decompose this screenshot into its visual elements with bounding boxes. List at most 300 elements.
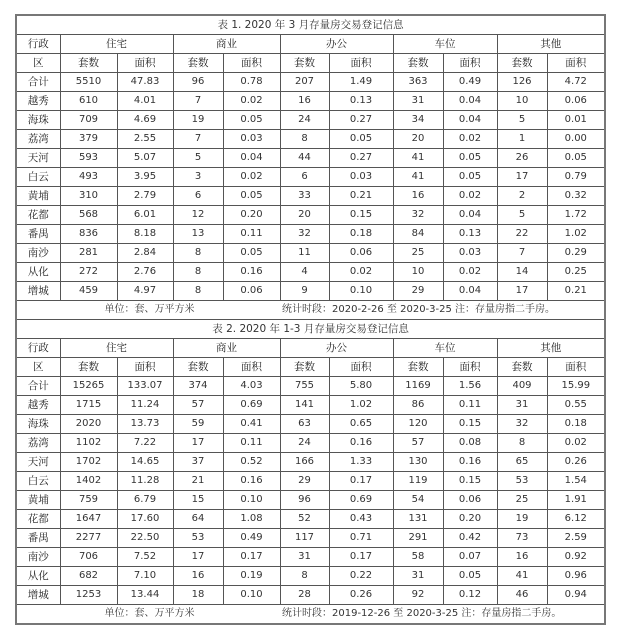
value-cell: 0.94 <box>547 586 605 605</box>
value-cell: 0.00 <box>547 130 605 149</box>
value-cell: 310 <box>60 187 117 206</box>
value-cell: 63 <box>280 415 329 434</box>
table-row <box>16 453 605 472</box>
table-row <box>16 187 605 206</box>
group-header: 商业 <box>173 339 280 358</box>
sub-header: 套数 <box>280 358 329 377</box>
sub-header: 套数 <box>60 54 117 73</box>
value-cell: 0.10 <box>223 491 280 510</box>
value-cell: 0.05 <box>223 244 280 263</box>
value-cell: 15.99 <box>547 377 605 396</box>
value-cell: 0.05 <box>443 168 497 187</box>
value-cell: 593 <box>60 149 117 168</box>
value-cell: 64 <box>173 510 223 529</box>
sub-header: 面积 <box>117 358 173 377</box>
value-cell: 2.84 <box>117 244 173 263</box>
value-cell: 0.13 <box>329 92 393 111</box>
value-cell: 0.06 <box>329 244 393 263</box>
value-cell: 0.17 <box>329 548 393 567</box>
value-cell: 17 <box>497 282 547 301</box>
value-cell: 0.04 <box>443 282 497 301</box>
value-cell: 0.71 <box>329 529 393 548</box>
district-cell: 从化 <box>16 263 60 282</box>
district-cell: 白云 <box>16 472 60 491</box>
value-cell: 17 <box>173 548 223 567</box>
value-cell: 31 <box>393 567 443 586</box>
value-cell: 0.69 <box>329 491 393 510</box>
value-cell: 1.72 <box>547 206 605 225</box>
header-row-sub <box>16 358 605 377</box>
district-cell: 越秀 <box>16 396 60 415</box>
value-cell: 7 <box>173 92 223 111</box>
value-cell: 0.49 <box>223 529 280 548</box>
district-cell: 南沙 <box>16 548 60 567</box>
value-cell: 0.27 <box>329 149 393 168</box>
value-cell: 0.69 <box>223 396 280 415</box>
value-cell: 0.13 <box>443 225 497 244</box>
district-cell: 番禺 <box>16 225 60 244</box>
value-cell: 13 <box>173 225 223 244</box>
value-cell: 6.01 <box>117 206 173 225</box>
sub-header: 套数 <box>393 54 443 73</box>
value-cell: 0.26 <box>329 586 393 605</box>
district-cell: 南沙 <box>16 244 60 263</box>
value-cell: 119 <box>393 472 443 491</box>
value-cell: 16 <box>393 187 443 206</box>
value-cell: 86 <box>393 396 443 415</box>
value-cell: 5510 <box>60 73 117 92</box>
value-cell: 22.50 <box>117 529 173 548</box>
value-cell: 0.41 <box>223 415 280 434</box>
value-cell: 0.03 <box>443 244 497 263</box>
value-cell: 0.01 <box>547 111 605 130</box>
value-cell: 8 <box>173 282 223 301</box>
value-cell: 10 <box>497 92 547 111</box>
district-cell: 番禺 <box>16 529 60 548</box>
value-cell: 0.17 <box>329 472 393 491</box>
value-cell: 11.28 <box>117 472 173 491</box>
value-cell: 374 <box>173 377 223 396</box>
value-cell: 8 <box>497 434 547 453</box>
value-cell: 31 <box>393 92 443 111</box>
sub-header: 面积 <box>223 54 280 73</box>
value-cell: 19 <box>173 111 223 130</box>
value-cell: 73 <box>497 529 547 548</box>
table-row <box>16 282 605 301</box>
value-cell: 0.20 <box>443 510 497 529</box>
value-cell: 1.02 <box>547 225 605 244</box>
group-header: 车位 <box>393 35 497 54</box>
value-cell: 0.04 <box>443 206 497 225</box>
value-cell: 0.18 <box>329 225 393 244</box>
table-row <box>16 206 605 225</box>
value-cell: 21 <box>173 472 223 491</box>
value-cell: 0.25 <box>547 263 605 282</box>
value-cell: 5 <box>497 206 547 225</box>
table-row <box>16 491 605 510</box>
value-cell: 32 <box>393 206 443 225</box>
sub-header: 面积 <box>547 54 605 73</box>
district-cell: 越秀 <box>16 92 60 111</box>
value-cell: 7.22 <box>117 434 173 453</box>
value-cell: 1.02 <box>329 396 393 415</box>
value-cell: 16 <box>497 548 547 567</box>
table-footer <box>16 301 605 320</box>
value-cell: 92 <box>393 586 443 605</box>
value-cell: 32 <box>497 415 547 434</box>
value-cell: 0.02 <box>443 263 497 282</box>
sub-header: 套数 <box>393 358 443 377</box>
district-cell: 从化 <box>16 567 60 586</box>
value-cell: 7 <box>497 244 547 263</box>
group-header: 办公 <box>280 35 393 54</box>
value-cell: 0.08 <box>443 434 497 453</box>
value-cell: 54 <box>393 491 443 510</box>
value-cell: 32 <box>280 225 329 244</box>
table-row <box>16 225 605 244</box>
table-row <box>16 149 605 168</box>
value-cell: 15265 <box>60 377 117 396</box>
district-cell: 天河 <box>16 453 60 472</box>
table-row <box>16 529 605 548</box>
value-cell: 5.07 <box>117 149 173 168</box>
value-cell: 1.91 <box>547 491 605 510</box>
value-cell: 53 <box>173 529 223 548</box>
value-cell: 0.15 <box>443 415 497 434</box>
value-cell: 379 <box>60 130 117 149</box>
district-cell: 黄埔 <box>16 491 60 510</box>
district-cell: 天河 <box>16 149 60 168</box>
table-row <box>16 396 605 415</box>
value-cell: 0.03 <box>329 168 393 187</box>
value-cell: 29 <box>280 472 329 491</box>
value-cell: 117 <box>280 529 329 548</box>
table2-title: 表 2. 2020 年 1-3 月存量房交易登记信息 <box>16 320 605 339</box>
value-cell: 57 <box>393 434 443 453</box>
sub-header: 套数 <box>173 358 223 377</box>
value-cell: 130 <box>393 453 443 472</box>
value-cell: 13.44 <box>117 586 173 605</box>
value-cell: 0.05 <box>443 149 497 168</box>
value-cell: 1402 <box>60 472 117 491</box>
value-cell: 6 <box>173 187 223 206</box>
value-cell: 17.60 <box>117 510 173 529</box>
sub-header: 面积 <box>329 54 393 73</box>
table-row <box>16 73 605 92</box>
value-cell: 41 <box>393 168 443 187</box>
value-cell: 363 <box>393 73 443 92</box>
group-header: 车位 <box>393 339 497 358</box>
group-header: 办公 <box>280 339 393 358</box>
value-cell: 17 <box>173 434 223 453</box>
value-cell: 0.11 <box>223 225 280 244</box>
value-cell: 5.80 <box>329 377 393 396</box>
value-cell: 34 <box>393 111 443 130</box>
table-footer <box>16 605 605 625</box>
value-cell: 120 <box>393 415 443 434</box>
table-footer-row <box>16 301 605 320</box>
table-row <box>16 244 605 263</box>
value-cell: 0.20 <box>223 206 280 225</box>
value-cell: 7 <box>173 130 223 149</box>
value-cell: 0.03 <box>223 130 280 149</box>
value-cell: 0.19 <box>223 567 280 586</box>
value-cell: 493 <box>60 168 117 187</box>
value-cell: 0.10 <box>223 586 280 605</box>
value-cell: 0.43 <box>329 510 393 529</box>
unit-note: 单位：套、万平方米 <box>104 304 195 315</box>
value-cell: 6.79 <box>117 491 173 510</box>
value-cell: 2 <box>497 187 547 206</box>
value-cell: 709 <box>60 111 117 130</box>
value-cell: 0.49 <box>443 73 497 92</box>
value-cell: 281 <box>60 244 117 263</box>
value-cell: 5 <box>497 111 547 130</box>
value-cell: 4.97 <box>117 282 173 301</box>
value-cell: 1 <box>497 130 547 149</box>
table-row <box>16 168 605 187</box>
header-row-groups <box>16 35 605 54</box>
value-cell: 2.59 <box>547 529 605 548</box>
sub-header: 面积 <box>223 358 280 377</box>
value-cell: 0.06 <box>547 92 605 111</box>
sub-header: 面积 <box>443 54 497 73</box>
value-cell: 291 <box>393 529 443 548</box>
value-cell: 14 <box>497 263 547 282</box>
value-cell: 2277 <box>60 529 117 548</box>
table-row <box>16 548 605 567</box>
value-cell: 568 <box>60 206 117 225</box>
header-row-sub <box>16 54 605 73</box>
value-cell: 65 <box>497 453 547 472</box>
table1-title: 表 1. 2020 年 3 月存量房交易登记信息 <box>16 15 605 35</box>
value-cell: 3 <box>173 168 223 187</box>
value-cell: 53 <box>497 472 547 491</box>
value-cell: 2.76 <box>117 263 173 282</box>
value-cell: 96 <box>280 491 329 510</box>
value-cell: 25 <box>497 491 547 510</box>
value-cell: 8 <box>280 567 329 586</box>
value-cell: 0.05 <box>547 149 605 168</box>
value-cell: 0.04 <box>223 149 280 168</box>
value-cell: 126 <box>497 73 547 92</box>
value-cell: 14.65 <box>117 453 173 472</box>
value-cell: 0.10 <box>329 282 393 301</box>
value-cell: 836 <box>60 225 117 244</box>
value-cell: 57 <box>173 396 223 415</box>
sub-header: 套数 <box>497 54 547 73</box>
value-cell: 459 <box>60 282 117 301</box>
district-header: 行政 <box>16 339 60 358</box>
value-cell: 24 <box>280 111 329 130</box>
district-header-line2: 区 <box>16 358 60 377</box>
value-cell: 0.42 <box>443 529 497 548</box>
value-cell: 0.16 <box>329 434 393 453</box>
value-cell: 0.32 <box>547 187 605 206</box>
value-cell: 96 <box>173 73 223 92</box>
district-cell: 荔湾 <box>16 434 60 453</box>
value-cell: 0.05 <box>329 130 393 149</box>
value-cell: 0.05 <box>223 111 280 130</box>
group-header: 其他 <box>497 339 605 358</box>
value-cell: 11.24 <box>117 396 173 415</box>
value-cell: 20 <box>280 206 329 225</box>
district-cell: 海珠 <box>16 111 60 130</box>
district-cell: 花都 <box>16 206 60 225</box>
value-cell: 0.06 <box>223 282 280 301</box>
value-cell: 8.18 <box>117 225 173 244</box>
table1-body <box>16 15 605 320</box>
value-cell: 18 <box>173 586 223 605</box>
value-cell: 0.04 <box>443 111 497 130</box>
value-cell: 3.95 <box>117 168 173 187</box>
value-cell: 0.79 <box>547 168 605 187</box>
value-cell: 1253 <box>60 586 117 605</box>
district-header: 行政 <box>16 35 60 54</box>
value-cell: 1.56 <box>443 377 497 396</box>
table-row <box>16 434 605 453</box>
value-cell: 2020 <box>60 415 117 434</box>
value-cell: 26 <box>497 149 547 168</box>
district-cell: 荔湾 <box>16 130 60 149</box>
value-cell: 24 <box>280 434 329 453</box>
value-cell: 0.27 <box>329 111 393 130</box>
value-cell: 0.11 <box>223 434 280 453</box>
value-cell: 9 <box>280 282 329 301</box>
value-cell: 131 <box>393 510 443 529</box>
value-cell: 0.02 <box>223 168 280 187</box>
value-cell: 1169 <box>393 377 443 396</box>
value-cell: 41 <box>497 567 547 586</box>
table-row <box>16 586 605 605</box>
value-cell: 8 <box>173 263 223 282</box>
value-cell: 166 <box>280 453 329 472</box>
value-cell: 0.29 <box>547 244 605 263</box>
value-cell: 52 <box>280 510 329 529</box>
value-cell: 1.08 <box>223 510 280 529</box>
value-cell: 29 <box>393 282 443 301</box>
table-row <box>16 92 605 111</box>
value-cell: 11 <box>280 244 329 263</box>
sub-header: 套数 <box>280 54 329 73</box>
value-cell: 7.10 <box>117 567 173 586</box>
value-cell: 16 <box>280 92 329 111</box>
district-cell: 海珠 <box>16 415 60 434</box>
value-cell: 20 <box>393 130 443 149</box>
group-header: 商业 <box>173 35 280 54</box>
value-cell: 0.05 <box>443 567 497 586</box>
value-cell: 0.17 <box>223 548 280 567</box>
table-footer-row <box>16 605 605 625</box>
table-row <box>16 415 605 434</box>
value-cell: 0.78 <box>223 73 280 92</box>
value-cell: 0.92 <box>547 548 605 567</box>
header-row-groups <box>16 339 605 358</box>
value-cell: 10 <box>393 263 443 282</box>
value-cell: 84 <box>393 225 443 244</box>
value-cell: 0.11 <box>443 396 497 415</box>
value-cell: 0.12 <box>443 586 497 605</box>
table-row <box>16 377 605 396</box>
value-cell: 0.16 <box>223 263 280 282</box>
sub-header: 面积 <box>329 358 393 377</box>
value-cell: 33 <box>280 187 329 206</box>
district-cell: 黄埔 <box>16 187 60 206</box>
value-cell: 207 <box>280 73 329 92</box>
value-cell: 759 <box>60 491 117 510</box>
value-cell: 0.21 <box>329 187 393 206</box>
value-cell: 13.73 <box>117 415 173 434</box>
value-cell: 0.07 <box>443 548 497 567</box>
value-cell: 4 <box>280 263 329 282</box>
district-cell: 合计 <box>16 73 60 92</box>
value-cell: 0.22 <box>329 567 393 586</box>
value-cell: 0.16 <box>443 453 497 472</box>
period-note: 统计时段：2020-2-26 至 2020-3-25 注：存量房指二手房。 <box>282 304 556 315</box>
sub-header: 面积 <box>547 358 605 377</box>
value-cell: 0.15 <box>329 206 393 225</box>
housing-transaction-table <box>15 14 606 625</box>
value-cell: 0.04 <box>443 92 497 111</box>
value-cell: 31 <box>280 548 329 567</box>
value-cell: 0.02 <box>443 130 497 149</box>
value-cell: 28 <box>280 586 329 605</box>
value-cell: 8 <box>280 130 329 149</box>
value-cell: 37 <box>173 453 223 472</box>
sub-header: 套数 <box>497 358 547 377</box>
group-header: 住宅 <box>60 339 173 358</box>
value-cell: 706 <box>60 548 117 567</box>
value-cell: 141 <box>280 396 329 415</box>
district-header-line2: 区 <box>16 54 60 73</box>
value-cell: 8 <box>173 244 223 263</box>
value-cell: 409 <box>497 377 547 396</box>
value-cell: 4.72 <box>547 73 605 92</box>
value-cell: 0.05 <box>223 187 280 206</box>
value-cell: 59 <box>173 415 223 434</box>
value-cell: 47.83 <box>117 73 173 92</box>
table-row <box>16 111 605 130</box>
value-cell: 0.02 <box>547 434 605 453</box>
table-row <box>16 472 605 491</box>
value-cell: 19 <box>497 510 547 529</box>
value-cell: 133.07 <box>117 377 173 396</box>
value-cell: 2.55 <box>117 130 173 149</box>
value-cell: 1647 <box>60 510 117 529</box>
district-cell: 白云 <box>16 168 60 187</box>
table-row <box>16 510 605 529</box>
value-cell: 4.69 <box>117 111 173 130</box>
value-cell: 272 <box>60 263 117 282</box>
value-cell: 41 <box>393 149 443 168</box>
value-cell: 1102 <box>60 434 117 453</box>
value-cell: 0.96 <box>547 567 605 586</box>
value-cell: 6 <box>280 168 329 187</box>
value-cell: 0.55 <box>547 396 605 415</box>
document-tables <box>15 14 604 625</box>
value-cell: 12 <box>173 206 223 225</box>
value-cell: 4.03 <box>223 377 280 396</box>
value-cell: 0.02 <box>443 187 497 206</box>
value-cell: 7.52 <box>117 548 173 567</box>
value-cell: 17 <box>497 168 547 187</box>
value-cell: 1.33 <box>329 453 393 472</box>
value-cell: 6.12 <box>547 510 605 529</box>
value-cell: 16 <box>173 567 223 586</box>
value-cell: 0.02 <box>223 92 280 111</box>
district-cell: 增城 <box>16 586 60 605</box>
value-cell: 46 <box>497 586 547 605</box>
